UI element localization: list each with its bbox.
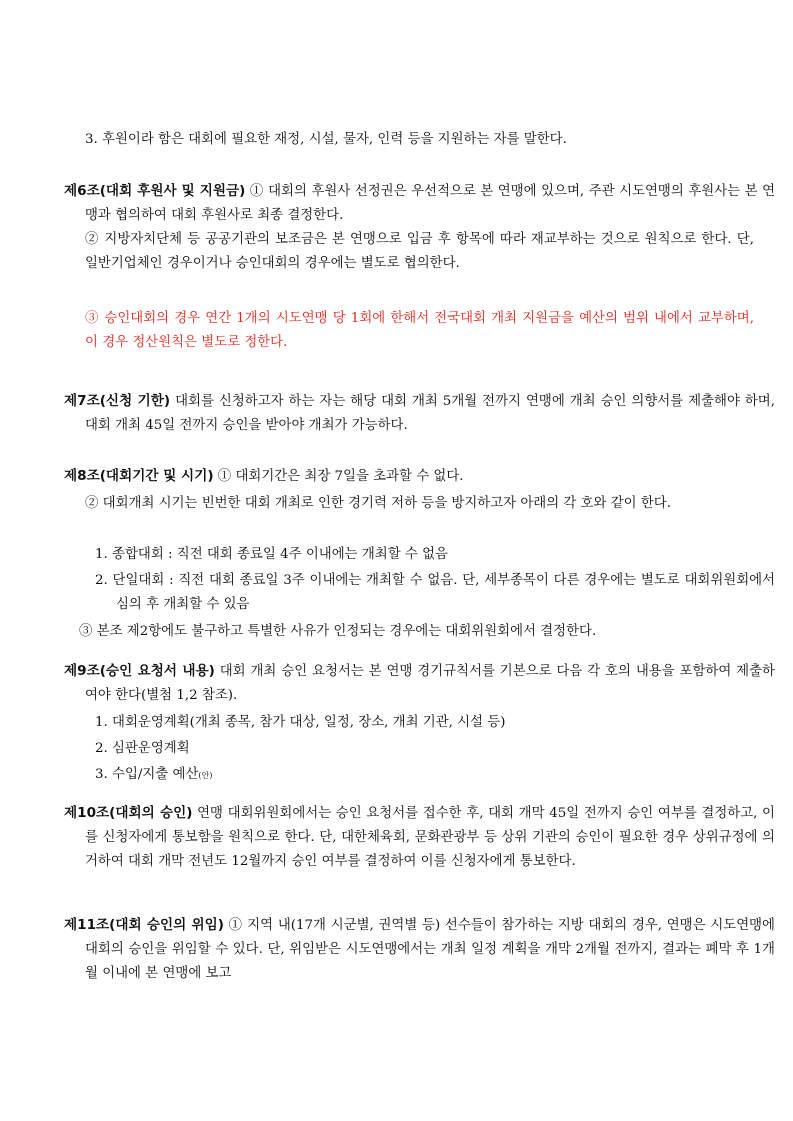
article-10-heading: 제10조(대회의 승인) xyxy=(64,805,193,821)
article-6-paragraph-1: 제6조(대회 후원사 및 지원금) ① 대회의 후원사 선정권은 우선적으로 본 연맹에 있으며, 주관 시도연맹의 후원사는 본 연맹과 협의하여 대회 후원사로 최종 결정한다. xyxy=(64,183,776,223)
article-9-paragraph: 제9조(승인 요청서 내용) 대회 개최 승인 요청서는 본 연맹 경기규칙서를 기본으로 다음 각 호의 내용을 포함하여 제출하여야 한다(별첨 1,2 참조). xyxy=(64,663,775,703)
article-11-paragraph: 제11조(대회 승인의 위임) ① 지역 내(17개 시군별, 권역별 등) 선수들이 참가하는 지방 대회의 경우, 연맹은 시도연맹에 대회의 승인을 위임할 수 있다. 단, 위임받은 시도연맹에서는 개최 일정 계획을 개막 2개월 전까지, 결과는 폐막 후 1개월 이내에 본 연맹에 보고 xyxy=(64,917,775,981)
article-9-heading: 제9조(승인 요청서 내용) xyxy=(64,663,215,679)
article-7-heading: 제7조(신청 기한) xyxy=(64,393,171,409)
article-8-item-2: 2. 단일대회 : 직전 대회 종료일 3주 이내에는 개최할 수 없음. 단, 세부종목이 다른 경우에는 별도로 대회위원회에서 심의 후 개최할 수 있음 xyxy=(95,573,775,612)
article-8-heading: 제8조(대회기간 및 시기) xyxy=(64,468,214,484)
article-8-paragraph-2: ② 대회개최 시기는 빈번한 대회 개최로 인한 경기력 저하 등을 방지하고자 아래의 각 호와 같이 한다. xyxy=(85,496,671,511)
article-8-item-1: 1. 종합대회 : 직전 대회 종료일 4주 이내에는 개최할 수 없음 xyxy=(95,547,448,562)
article-10-paragraph: 제10조(대회의 승인) 연맹 대회위원회에서는 승인 요청서를 접수한 후, 대회 개막 45일 전까지 승인 여부를 결정하고, 이를 신청자에게 통보함을 원칙으로 한다. 단, 대한체육회, 문화관광부 등 상위 기관의 승인이 필요한 경우 상위규정에 의거하여 대회 개막 전년도 12월까지 승인 여부를 결정하여 이를 신청자에게 통보한다. xyxy=(64,805,775,869)
article-8-paragraph-1: 제8조(대회기간 및 시기) ① 대회기간은 최장 7일을 초과할 수 없다. xyxy=(64,468,464,484)
article-9-item-1: 1. 대회운영계획(개최 종목, 참가 대상, 일정, 장소, 개최 기관, 시설 등) xyxy=(95,715,506,730)
article-11-heading: 제11조(대회 승인의 위임) xyxy=(64,917,224,933)
article-5-item-3: 3. 후원이라 함은 대회에 필요한 재정, 시설, 물자, 인력 등을 지원하는 자를 말한다. xyxy=(85,132,567,147)
article-8-paragraph-3: ③ 본조 제2항에도 불구하고 특별한 사유가 인정되는 경우에는 대회위원회에서 결정한다. xyxy=(79,624,597,639)
budget-draft-subscript: (안) xyxy=(198,771,213,780)
article-6-paragraph-3: ③ 승인대회의 경우 연간 1개의 시도연맹 당 1회에 한해서 전국대회 개최 지원금을 예산의 범위 내에서 교부하며, 이 경우 정산원칙은 별도로 정한다. xyxy=(85,311,754,350)
article-9-item-3: 3. 수입/지출 예산(안) xyxy=(95,767,213,782)
article-6-heading: 제6조(대회 후원사 및 지원금) xyxy=(64,183,246,199)
article-9-item-2: 2. 심판운영계획 xyxy=(95,741,190,756)
article-6-paragraph-2: ② 지방자치단체 등 공공기관의 보조금은 본 연맹으로 입금 후 항목에 따라 재교부하는 것으로 원칙으로 한다. 단, 일반기업체인 경우이거나 승인대회의 경우에는 별도로 협의한다. xyxy=(85,232,754,271)
article-7-paragraph: 제7조(신청 기한) 대회를 신청하고자 하는 자는 해당 대회 개최 5개월 전까지 연맹에 개최 승인 의향서를 제출해야 하며, 대회 개최 45일 전까지 승인을 받아야 개최가 가능하다. xyxy=(64,393,775,433)
